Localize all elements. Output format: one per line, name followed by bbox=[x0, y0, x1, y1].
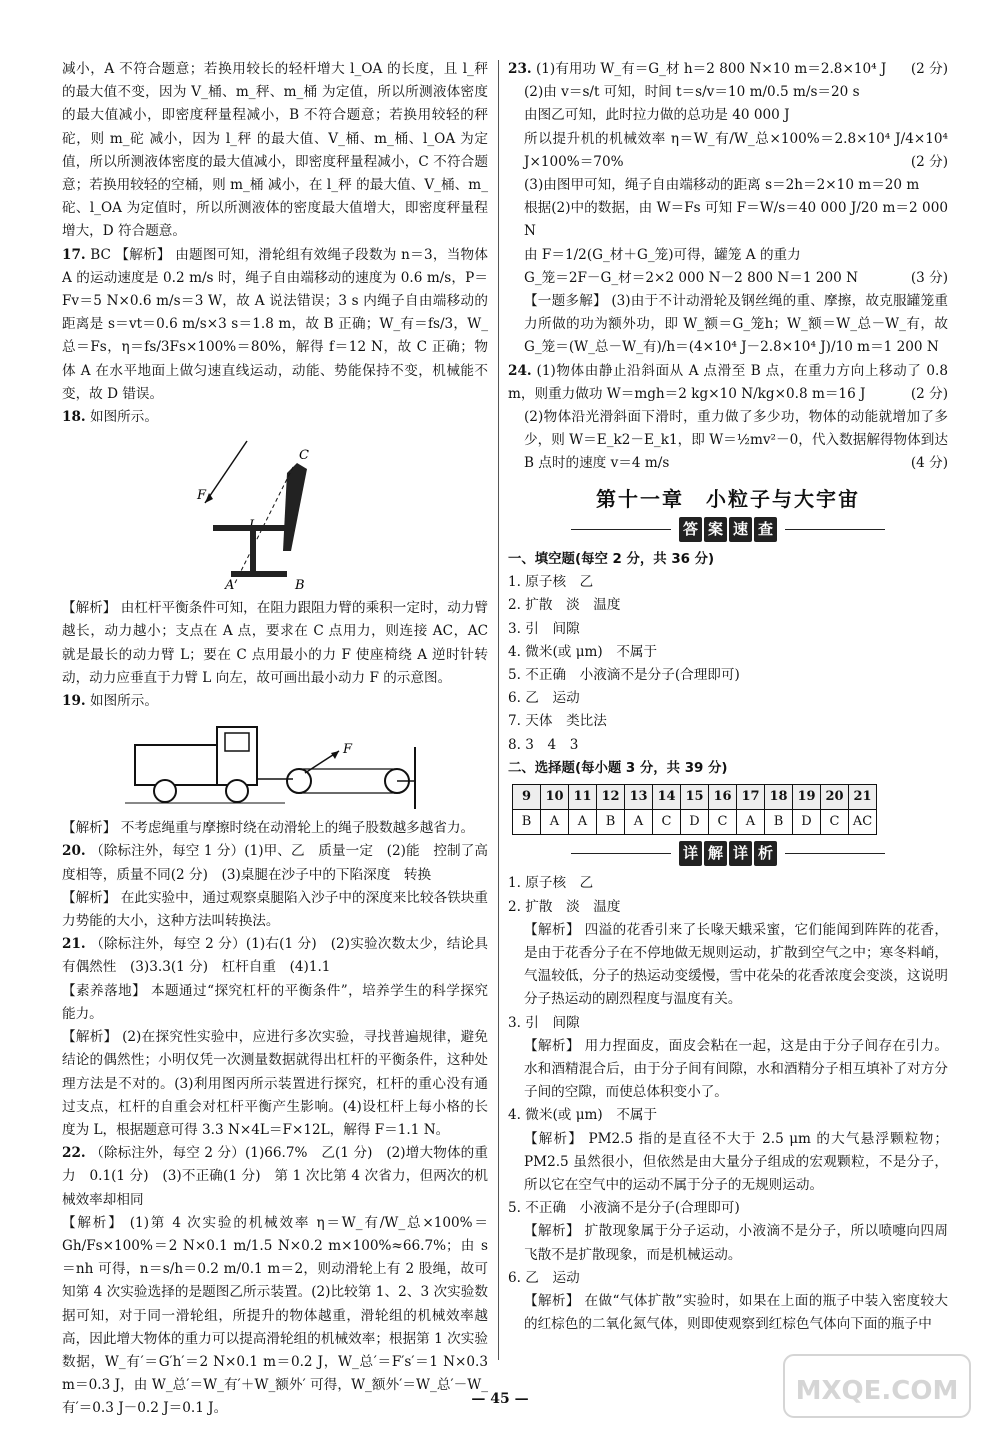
table-cell: B bbox=[765, 810, 793, 835]
table-header-cell: 16 bbox=[709, 785, 737, 810]
table-header-cell: 13 bbox=[625, 785, 653, 810]
detail-5: 5. 不正确 小液滴不是分子(合理即可) bbox=[508, 1200, 740, 1217]
page-number: — 45 — bbox=[471, 1391, 529, 1407]
table-cell: C bbox=[709, 810, 737, 835]
table-cell: C bbox=[653, 810, 681, 835]
q23-line6: 根据(2)中的数据，由 W＝Fs 可知 F＝W/s＝40 000 J/20 m＝2 000 N bbox=[524, 200, 948, 240]
choice-answer-table bbox=[512, 784, 877, 835]
fill-answer: 1. 原子核 乙 bbox=[508, 574, 594, 591]
q23-line3: 由图乙可知，此时拉力做的总功是 40 000 J bbox=[524, 107, 790, 124]
q22-text: （除标注外，每空 2 分）(1)66.7% 乙(1 分) (2)增大物体的重力 0.1(1 分) (3)不正确(1 分) 第 1 次比第 4 次省力，但两次的机械效率却相同 bbox=[62, 1145, 489, 1208]
left-column bbox=[62, 58, 488, 1421]
q16-continuation: 减小，A 不符合题意；若换用较长的轻杆增大 l_OA 的长度，且 l_秤 的最大值不变，因为 V_桶、m_秤、m_桶 为定值，所以所测液体密度的最大值减小，即密度秤量程减小，B 不符合题意；若换用较轻的秤砣，则 m_砣 减小，因为 l_秤 的最大值、V_桶、m_桶、l_OA 为定值，所以所测液体密度的最大值减小，即密度秤量程减小，C 不符合题意；若换用较轻的空桶，则 m_桶 减小，在 l_秤 的最大值、V_桶、m_砣、l_OA 为定值时，所以所测液体的密度最大值增大，即密度秤量程增大，D 符合题意。 bbox=[62, 61, 488, 240]
q23-score4: (2 分) bbox=[910, 153, 948, 170]
table-row bbox=[513, 810, 877, 835]
table-cell: B bbox=[597, 810, 625, 835]
banner-char: 答 bbox=[679, 517, 702, 542]
banner-char: 详 bbox=[679, 841, 702, 866]
q23-line8: G_笼＝2F－G_材＝2×2 000 N－2 800 N＝1 200 N bbox=[524, 269, 858, 286]
q20-text: （除标注外，每空 1 分）(1)甲、乙 质量一定 (2)能 控制了高度相等，质量不同(2 分) (3)桌腿在沙子中的下陷深度 转换 bbox=[62, 843, 488, 883]
fill-answer: 8. 3 4 3 bbox=[508, 736, 579, 753]
table-header-cell: 15 bbox=[681, 785, 709, 810]
q22-number: 22. bbox=[62, 1145, 86, 1162]
q23-line7: 由 F＝1/2(G_材＋G_笼)可得，罐笼 A 的重力 bbox=[524, 246, 801, 263]
detail-2-explanation: 【解析】 四溢的花香引来了长喙天蛾采蜜，它们能闻到阵阵的花香，是由于花香分子在不停地做无规则运动，扩散到空气之中；寒冬料峭，气温较低，分子的热运动变缓慢，雪中花朵的花香浓度会变淡，这说明分子热运动的剧烈程度与温度有关。 bbox=[524, 921, 948, 1008]
watermark-text: MXQE.COM bbox=[795, 1376, 959, 1406]
q23-line4: 所以提升机的机械效率 η＝W_有/W_总×100%＝2.8×10⁴ J/4×10⁴ J×100%＝70% bbox=[524, 130, 948, 170]
table-header-cell: 11 bbox=[569, 785, 597, 810]
q24-score2: (4 分) bbox=[910, 455, 948, 472]
section-fill-blank: 一、填空题(每空 2 分，共 36 分) bbox=[508, 552, 715, 568]
fill-answer: 6. 乙 运动 bbox=[508, 690, 580, 707]
point-b-label: B bbox=[295, 578, 305, 594]
section-choice: 二、选择题(每小题 3 分，共 39 分) bbox=[508, 760, 728, 776]
detail-3: 3. 引 间隙 bbox=[508, 1014, 580, 1031]
fill-answer: 7. 天体 类比法 bbox=[508, 713, 607, 730]
fill-answer: 3. 引 间隙 bbox=[508, 620, 580, 637]
point-c-label: C bbox=[299, 448, 309, 464]
q20-explanation: 【解析】 在此实验中，通过观察桌腿陷入沙子中的深度来比较各铁块重力势能的大小，这种方法叫转换法。 bbox=[62, 889, 488, 930]
detailed-analysis-banner bbox=[508, 841, 948, 866]
q24-number: 24. bbox=[508, 362, 532, 379]
detail-6-explanation: 【解析】 在做“气体扩散”实验时，如果在上面的瓶子中装入密度较大的红棕色的二氧化氮气体，则即使观察到红棕色气体向下面的瓶子中 bbox=[524, 1292, 948, 1333]
chapter-title: 第十一章 小粒子与大宇宙 bbox=[596, 486, 860, 511]
fill-answer: 5. 不正确 小液滴不是分子(合理即可) bbox=[508, 667, 740, 684]
q19-number: 19. bbox=[62, 693, 86, 710]
banner-char: 详 bbox=[729, 841, 752, 866]
detail-5-explanation: 【解析】 扩散现象属于分子运动，小液滴不是分子，所以喷嚏向四周飞散不是扩散现象，而是机械运动。 bbox=[524, 1223, 948, 1263]
detail-1: 1. 原子核 乙 bbox=[508, 875, 594, 892]
force-label: F bbox=[197, 488, 207, 504]
q23-line2: (2)由 v＝s/t 可知，时间 t＝s/v＝10 m/0.5 m/s＝20 s bbox=[524, 84, 860, 101]
fill-answer: 2. 扩散 淡 温度 bbox=[508, 597, 621, 614]
q23-score8: (3 分) bbox=[910, 269, 948, 286]
q19-explanation: 【解析】 不考虑绳重与摩擦时绕在动滑轮上的绳子股数越多越省力。 bbox=[62, 820, 475, 837]
q23-number: 23. bbox=[508, 61, 532, 77]
table-header-cell: 18 bbox=[765, 785, 793, 810]
q19-text: 如图所示。 bbox=[89, 693, 158, 710]
q24-line1: (1)物体由静止沿斜面从 A 点滑至 B 点，在重力方向上移动了 0.8 m，则重力做功 W＝mgh＝2 kg×10 N/kg×0.8 m＝16 J bbox=[508, 362, 948, 402]
point-a-label: A bbox=[225, 578, 235, 594]
fill-answer: 4. 微米(或 μm) 不属于 bbox=[508, 643, 658, 660]
q21-text: （除标注外，每空 2 分）(1)右(1 分) (2)实验次数太少，结论具有偶然性 (3)3.3(1 分) 杠杆自重 (4)1.1 bbox=[62, 936, 488, 976]
table-header-cell: 20 bbox=[821, 785, 849, 810]
table-header-cell: 14 bbox=[653, 785, 681, 810]
banner-char: 速 bbox=[729, 517, 752, 542]
q17-text: BC 【解析】 由题图可知，滑轮组有效绳子段数为 n＝3，当物体 A 的运动速度是 0.2 m/s 时，绳子自由端移动的速度为 0.6 m/s，P＝Fv＝5 N×0.6 m/s＝3 W，故 A 说法错误；3 s 内绳子自由端移动的距离是 s＝vt＝0.6 m/s×3 s＝1.8 m，故 B 正确；W_有＝fs/3，W_总＝Fs，η＝fs/3Fs×100%＝80%，解得 f＝12 N，故 C 正确；物体 A 在水平地面上做匀速直线运动，动能、势能保持不变，机械能不变，故 D 错误。 bbox=[62, 246, 488, 402]
table-header-cell: 12 bbox=[597, 785, 625, 810]
table-cell: C bbox=[821, 810, 849, 835]
q18-text: 如图所示。 bbox=[89, 409, 158, 426]
chair-lever-figure bbox=[62, 433, 488, 593]
q17-number: 17. bbox=[62, 246, 86, 263]
table-header-cell: 21 bbox=[849, 785, 877, 810]
table-cell: A bbox=[541, 810, 569, 835]
table-header-cell: 9 bbox=[513, 785, 541, 810]
answer-quick-check-banner bbox=[508, 517, 948, 542]
detail-3-explanation: 【解析】 用力捏面皮，面皮会粘在一起，这是由于分子间存在引力。水和酒精混合后，由于分子间有间隙，水和酒精分子相互填补了对方分子间的空隙，而使总体积变小了。 bbox=[524, 1037, 948, 1101]
banner-char: 案 bbox=[704, 517, 727, 542]
q23-line1: (1)有用功 W_有＝G_材 h＝2 800 N×10 m＝2.8×10⁴ J bbox=[535, 61, 887, 77]
table-cell: B bbox=[513, 810, 541, 835]
q24-line2: (2)物体沿光滑斜面下滑时，重力做了多少功，物体的动能就增加了多少，则 W＝E_k2－E_k1，即 W＝½mv²－0，代入数据解得物体到达 B 点时的速度 v＝4 m/s bbox=[524, 409, 948, 472]
table-cell: A bbox=[625, 810, 653, 835]
watermark-logo bbox=[782, 1351, 972, 1421]
banner-char: 析 bbox=[754, 841, 777, 866]
banner-char: 查 bbox=[754, 517, 777, 542]
table-cell: A bbox=[737, 810, 765, 835]
q23-multi-solution: 【一题多解】 (3)由于不计动滑轮及钢丝绳的重、摩擦，故克服罐笼重力所做的功为额外功，即 W_额＝G_笼h；W_额＝W_总－W_有，故 G_笼＝(W_总－W_有)/h＝(4×10⁴ J－2.8×10⁴ J)/10 m＝1 200 N bbox=[524, 293, 948, 356]
table-header-row bbox=[513, 785, 877, 810]
q22-explanation: 【解析】 (1)第 4 次实验的机械效率 η＝W_有/W_总×100%＝Gh/Fs×100%＝2 N×0.1 m/1.5 N×0.2 m×100%≈66.7%；由 s＝nh 可得，n＝s/h＝0.2 m/0.1 m＝2，则动滑轮上有 2 股绳，故可知第 4 次实验选择的是题图乙所示装置。(2)比较第 1、2、3 次实验数据可知，对于同一滑轮组，所提升的物体越重，滑轮组的机械效率越高，因此增大物体的重力可以提高滑轮组的机械效率；根据第 1 次实验数据，W_有′＝G′h′＝2 N×0.1 m＝0.2 J，W_总′＝F′s′＝1 N×0.3 m＝0.3 J，由 W_总′＝W_有′＋W_额外′ 可得，W_额外′＝W_总′－W_有′＝0.3 J－0.2 J＝0.1 J。 bbox=[62, 1214, 488, 1417]
q20-number: 20. bbox=[62, 843, 86, 860]
column-divider bbox=[498, 60, 499, 1360]
table-cell: D bbox=[681, 810, 709, 835]
table-cell: AC bbox=[849, 810, 877, 835]
q23-score1: (2 分) bbox=[910, 61, 948, 77]
q18-explanation: 【解析】 由杠杆平衡条件可知，在阻力跟阻力臂的乘积一定时，动力臂越长，动力越小；支点在 A 点，要求在 C 点用力，则连接 AC，AC 就是最长的动力臂 L；要在 C 点用最小的力 F 使座椅绕 A 逆时针转动，动力应垂直于力臂 L 向左，故可画出最小动力 F 的示意图。 bbox=[62, 600, 488, 686]
table-header-cell: 10 bbox=[541, 785, 569, 810]
detail-4: 4. 微米(或 μm) 不属于 bbox=[508, 1107, 658, 1124]
q24-score1: (2 分) bbox=[910, 385, 948, 402]
q21-number: 21. bbox=[62, 936, 86, 953]
q21-literacy: 【素养落地】 本题通过“探究杠杆的平衡条件”，培养学生的科学探究能力。 bbox=[62, 982, 488, 1022]
detail-4-explanation: 【解析】 PM2.5 指的是直径不大于 2.5 μm 的大气悬浮颗粒物；PM2.5 虽然很小，但依然是由大量分子组成的宏观颗粒，不是分子，所以它在空气中的运动不属于分子的无规则运动。 bbox=[524, 1130, 948, 1193]
q23-line5: (3)由图甲可知，绳子自由端移动的距离 s＝2h＝2×10 m＝20 m bbox=[524, 177, 920, 194]
force-label: F bbox=[343, 742, 353, 758]
banner-char: 解 bbox=[704, 841, 727, 866]
table-cell: D bbox=[793, 810, 821, 835]
table-header-cell: 17 bbox=[737, 785, 765, 810]
detail-2: 2. 扩散 淡 温度 bbox=[508, 898, 621, 915]
q18-number: 18. bbox=[62, 409, 86, 426]
truck-pulley-figure bbox=[62, 717, 488, 813]
detail-6: 6. 乙 运动 bbox=[508, 1269, 580, 1286]
table-cell: A bbox=[569, 810, 597, 835]
table-header-cell: 19 bbox=[793, 785, 821, 810]
right-column bbox=[508, 58, 948, 1336]
q21-explanation: 【解析】 (2)在探究性实验中，应进行多次实验，寻找普遍规律，避免结论的偶然性；小明仅凭一次测量数据就得出杠杆的平衡条件，这种处理方法是不对的。(3)利用图丙所示装置进行探究，杠杆的重心没有通过支点，杠杆的自重会对杠杆平衡产生影响。(4)设杠杆上每小格的长度为 L，根据题意可得 3.3 N×4L＝F×12L，解得 F＝1.1 N。 bbox=[62, 1029, 488, 1138]
